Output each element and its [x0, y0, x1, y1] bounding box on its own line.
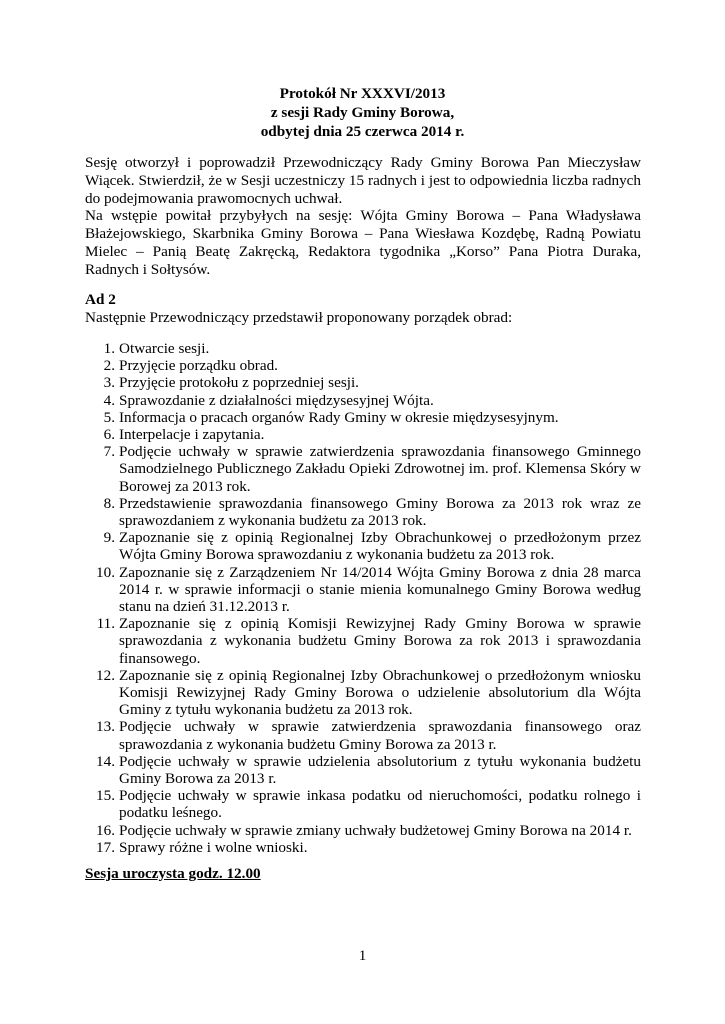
agenda-item	[85, 718, 641, 752]
agenda-item-number: 8.	[103, 494, 115, 512]
agenda-item-text: Przedstawienie sprawozdania finansowego Gminy Borowa za 2013 rok wraz ze sprawozdaniem z wykonania budżetu za 2013 rok.	[119, 494, 641, 530]
agenda-item-number: 12.	[96, 666, 115, 684]
agenda-item-text: Sprawozdanie z działalności międzysesyjnej Wójta.	[119, 391, 434, 409]
agenda-item-text: Zapoznanie się z Zarządzeniem Nr 14/2014 Wójta Gminy Borowa z dnia 28 marca 2014 r. w sprawie informacji o stanie mienia komunalnego Gminy Borowa według stanu na dzień 31.12.2013 r.	[119, 563, 641, 616]
agenda-item-number: 1.	[103, 340, 115, 357]
agenda-item-text: Zapoznanie się z opinią Regionalnej Izby Obrachunkowej o przedłożonym wniosku Komisji Rewizyjnej Rady Gminy Borowa o udzielenie absolutorium dla Wójta Gminy z tytułu wykonania budżetu za 2013 rok.	[119, 666, 641, 719]
agenda-item-text: Przyjęcie porządku obrad.	[119, 357, 278, 375]
title-line: Protokół Nr XXXVI/2013	[279, 85, 446, 102]
agenda-item-text: Otwarcie sesji.	[119, 340, 210, 357]
agenda-item	[85, 529, 641, 563]
agenda-item	[85, 392, 641, 409]
agenda-item-text: Podjęcie uchwały w sprawie zmiany uchwały budżetowej Gminy Borowa na 2014 r.	[119, 821, 632, 839]
agenda-item-text: Sprawy różne i wolne wnioski.	[119, 838, 308, 856]
agenda-item-number: 6.	[103, 426, 115, 444]
agenda-item	[85, 443, 641, 495]
agenda-item	[85, 357, 641, 374]
agenda-item-text: Zapoznanie się z opinią Komisji Rewizyjnej Rady Gminy Borowa w sprawie sprawozdania z wykonania budżetu Gminy Borowa za rok 2013 i sprawozdania finansowego.	[119, 615, 641, 667]
agenda-item-number: 9.	[103, 529, 115, 547]
agenda-item-number: 14.	[96, 752, 115, 770]
agenda-item-number: 10.	[96, 563, 115, 581]
agenda-item-number: 11.	[96, 615, 115, 633]
intro-section	[85, 154, 641, 279]
agenda-item-text: Podjęcie uchwały w sprawie inkasa podatku od nieruchomości, podatku rolnego i podatku leśnego.	[119, 787, 641, 822]
agenda-item-text: Przyjęcie protokołu z poprzedniej sesji.	[119, 374, 359, 392]
intro-paragraph: Na wstępie powitał przybyłych na sesję: Wójta Gminy Borowa – Pana Władysława Błażejowskiego, Skarbnika Gminy Borowa – Pana Wiesława Kozdębę, Radną Powiatu Mielec – Panią Beatę Zakręcką, Redaktora tygodnika „Korso” Pana Piotra Duraka, Radnych i Sołtysów.	[85, 207, 641, 278]
agenda-item-text: Podjęcie uchwały w sprawie zatwierdzenia sprawozdania finansowego oraz sprawozdania z wykonania budżetu Gminy Borowa za 2013 r.	[119, 718, 641, 753]
agenda-item-text: Interpelacje i zapytania.	[119, 426, 265, 444]
agenda-item-number: 16.	[96, 821, 115, 839]
title-line: odbytej dnia 25 czerwca 2014 r.	[260, 123, 465, 140]
agenda-item-number: 17.	[96, 838, 115, 856]
intro-paragraph: Sesję otworzył i poprowadził Przewodniczący Rady Gminy Borowa Pan Mieczysław Wiącek. Stwierdził, że w Sesji uczestniczy 15 radnych i jest to odpowiednia liczba radnych do podejmowania prawomocnych uchwał.	[85, 154, 641, 207]
agenda-item	[85, 822, 641, 839]
agenda-list	[85, 340, 641, 856]
agenda-item	[85, 787, 641, 821]
ad2-section	[85, 291, 641, 327]
session-heading: Sesja uroczysta godz. 12.00	[85, 865, 261, 882]
document-title	[0, 84, 725, 141]
ad2-heading: Ad 2	[85, 291, 116, 308]
agenda-item	[85, 753, 641, 787]
agenda-item-number: 13.	[96, 718, 115, 736]
title-line: z sesji Rady Gminy Borowa,	[270, 104, 455, 121]
agenda-item-text: Podjęcie uchwały w sprawie udzielenia absolutorium z tytułu wykonania budżetu Gminy Borowa za 2013 r.	[119, 752, 641, 788]
agenda-item	[85, 667, 641, 719]
agenda-item	[85, 564, 641, 616]
ad2-text: Następnie Przewodniczący przedstawił proponowany porządek obrad:	[85, 308, 513, 326]
agenda-item	[85, 615, 641, 667]
page-number: 1	[358, 947, 367, 964]
agenda-item	[85, 839, 641, 856]
agenda-item-text: Informacja o pracach organów Rady Gminy w okresie międzysesyjnym.	[119, 408, 559, 426]
agenda-item	[85, 374, 641, 391]
agenda-item	[85, 495, 641, 529]
agenda-item-number: 7.	[103, 443, 115, 461]
agenda-item-text: Zapoznanie się z opinią Regionalnej Izby Obrachunkowej o przedłożonym przez Wójta Gminy Borowa sprawozdaniu z wykonania budżetu za 2013 rok.	[119, 529, 641, 564]
agenda-item-number: 2.	[103, 357, 115, 375]
agenda-item-number: 4.	[103, 391, 115, 409]
agenda-item	[85, 409, 641, 426]
agenda-item-number: 15.	[96, 787, 115, 805]
agenda-item	[85, 340, 641, 357]
agenda-item-number: 3.	[103, 374, 115, 392]
agenda-item	[85, 426, 641, 443]
agenda-item-number: 5.	[103, 408, 115, 426]
agenda-item-text: Podjęcie uchwały w sprawie zatwierdzenia sprawozdania finansowego Gminnego Samodzielnego Publicznego Zakładu Opieki Zdrowotnej im. prof. Klemensa Skóry w Borowej za 2013 rok.	[119, 443, 641, 495]
